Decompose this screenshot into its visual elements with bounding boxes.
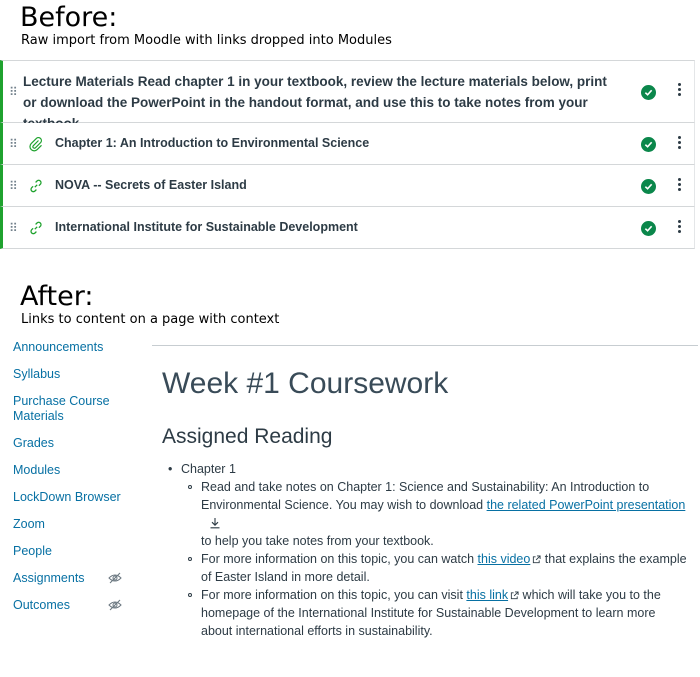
published-check-icon[interactable] (641, 85, 656, 100)
drag-handle-icon[interactable]: ⠿ (9, 137, 17, 151)
module-header-title[interactable]: Lecture Materials Read chapter 1 in your textbook, review the lecture materials below, print or download the PowerPoint in the handout format, and use this to take notes from your (23, 74, 607, 110)
bullet-text: to help you take notes from your textbook. (201, 534, 434, 548)
page-title: Week #1 Coursework (162, 367, 449, 400)
bullet-text: Read and take notes on Chapter 1: Science and Sustainability: An Introduction to Environmental Science. You may wish to download (201, 480, 650, 512)
after-subheading: Links to content on a page with context (21, 312, 280, 327)
nav-item-lockdown-browser[interactable]: LockDown Browser (13, 490, 121, 504)
after-heading: After: (20, 281, 94, 312)
kebab-menu-icon[interactable] (678, 178, 682, 193)
list-item (182, 478, 690, 550)
link-icon (28, 220, 44, 236)
drag-handle-icon[interactable]: ⠿ (9, 221, 17, 235)
list-item (165, 460, 690, 640)
published-check-icon[interactable] (641, 137, 656, 152)
module-item-title[interactable]: International Institute for Sustainable Development (55, 220, 358, 234)
module-item-title[interactable]: Chapter 1: An Introduction to Environmental Science (55, 136, 370, 150)
module-item[interactable] (0, 165, 695, 207)
link-icon (28, 178, 44, 194)
assigned-reading-list (165, 460, 690, 640)
nav-item-people[interactable]: People (13, 544, 52, 558)
list-item (182, 550, 690, 586)
nav-item-modules[interactable]: Modules (13, 463, 61, 477)
content-divider (152, 345, 698, 346)
external-link-icon (532, 555, 541, 564)
kebab-menu-icon[interactable] (678, 136, 682, 151)
drag-handle-icon[interactable]: ⠿ (9, 179, 17, 193)
drag-handle-icon[interactable]: ⠿ (9, 85, 17, 99)
nav-item-outcomes-row[interactable] (13, 598, 128, 613)
module-item[interactable] (0, 123, 695, 165)
nav-item-zoom[interactable]: Zoom (13, 517, 45, 531)
module-header[interactable] (0, 60, 695, 123)
published-check-icon[interactable] (641, 179, 656, 194)
eye-hidden-icon (108, 599, 122, 611)
kebab-menu-icon[interactable] (678, 220, 682, 235)
bullet-text: which will take you to the homepage of the International Institute for Sustainable Development to learn more about international efforts in sustainability. (201, 588, 661, 638)
bullet-text: For more information on this topic, you can watch (201, 552, 478, 566)
powerpoint-link[interactable]: the related PowerPoint presentation (486, 498, 686, 512)
external-link-icon (510, 591, 519, 600)
video-link[interactable]: this video (477, 552, 531, 566)
section-title: Assigned Reading (162, 425, 333, 448)
list-item (182, 586, 690, 640)
modules-list (0, 60, 695, 249)
before-subheading: Raw import from Moodle with links dropped into Modules (21, 33, 392, 48)
eye-hidden-icon (108, 572, 122, 584)
nav-item-syllabus[interactable]: Syllabus (13, 367, 61, 381)
nav-item-purchase-course-materials[interactable]: Purchase Course Materials (13, 394, 110, 423)
bullet-text: that explains the example of Easter Island in more detail. (201, 552, 687, 584)
nav-item-outcomes[interactable]: Outcomes (13, 598, 70, 612)
module-item-title[interactable]: NOVA -- Secrets of Easter Island (55, 178, 247, 192)
download-icon[interactable] (209, 517, 221, 529)
nav-item-grades[interactable]: Grades (13, 436, 54, 450)
nav-item-assignments-row[interactable] (13, 571, 128, 586)
nav-item-assignments[interactable]: Assignments (13, 571, 85, 585)
before-heading: Before: (20, 2, 118, 33)
kebab-menu-icon[interactable] (678, 83, 682, 98)
nav-item-announcements[interactable]: Announcements (13, 340, 104, 354)
published-check-icon[interactable] (641, 221, 656, 236)
paperclip-icon (28, 136, 44, 152)
iisd-link[interactable]: this link (466, 588, 509, 602)
module-item[interactable] (0, 207, 695, 249)
bullet-text: For more information on this topic, you can visit (201, 588, 467, 602)
chapter-label: Chapter 1 (181, 462, 236, 476)
